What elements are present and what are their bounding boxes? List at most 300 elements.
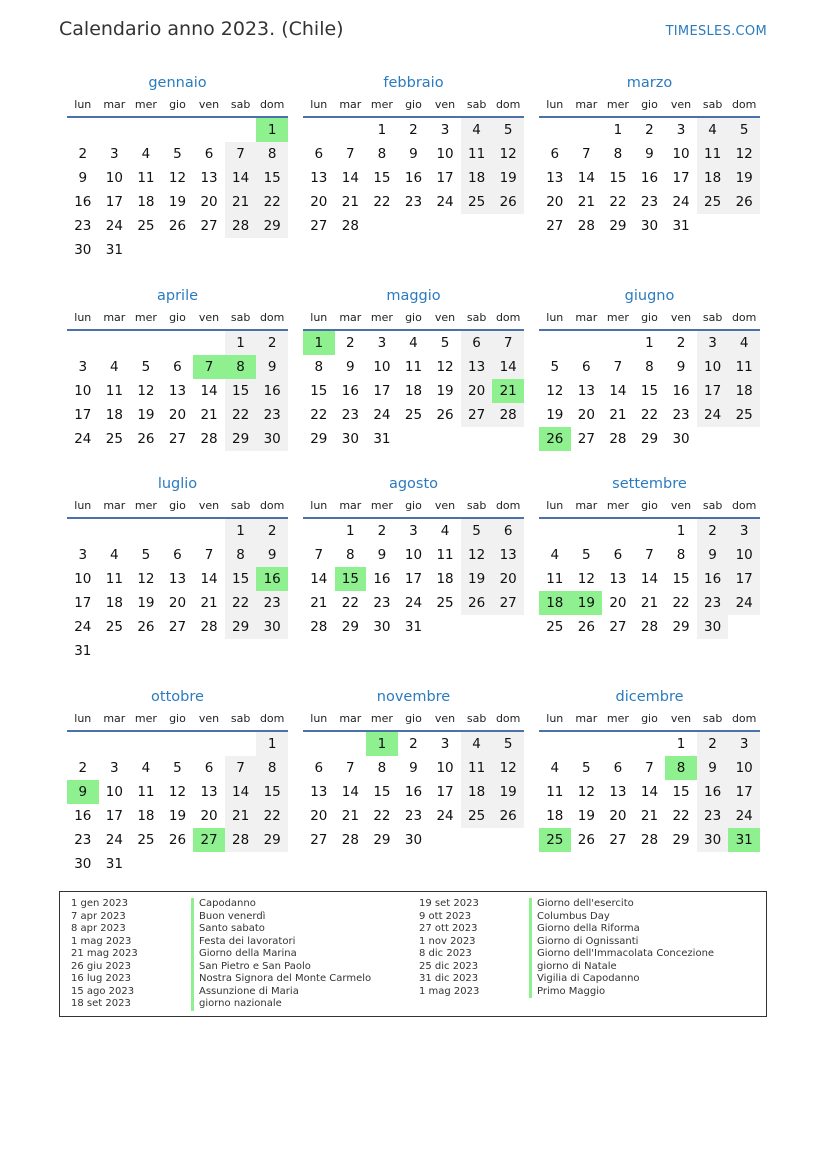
empty-day-cell bbox=[492, 828, 524, 852]
day-cell: 23 bbox=[341, 407, 359, 423]
day-cell: 23 bbox=[640, 194, 659, 210]
weekday-label: ven bbox=[198, 98, 220, 111]
empty-day-cell bbox=[67, 118, 99, 142]
weekday-label: mer bbox=[134, 98, 157, 111]
weekday-label: mer bbox=[370, 311, 393, 324]
weekday-label: mer bbox=[370, 98, 393, 111]
legend-date: 9 ott 2023 bbox=[419, 910, 472, 922]
day-cell: 9 bbox=[346, 359, 355, 375]
holiday-day-cell: 19 bbox=[571, 591, 603, 615]
holiday-day-cell: 8 bbox=[665, 756, 697, 780]
legend-left-bar bbox=[191, 898, 194, 1011]
day-cell: 21 bbox=[341, 194, 359, 210]
day-cell: 4 bbox=[440, 523, 450, 539]
week-row bbox=[539, 331, 760, 355]
day-cell: 25 bbox=[105, 619, 123, 635]
week-row bbox=[303, 732, 524, 756]
month-name: dicembre bbox=[615, 689, 684, 705]
day-cell: 13 bbox=[310, 784, 328, 800]
day-cell: 26 bbox=[436, 407, 454, 423]
weekday-label: mar bbox=[575, 98, 598, 111]
empty-day-cell bbox=[303, 118, 335, 142]
weekday-label: lun bbox=[310, 98, 328, 111]
empty-day-cell bbox=[539, 732, 571, 756]
empty-day-cell bbox=[492, 214, 524, 238]
day-cell: 22 bbox=[672, 808, 690, 824]
day-cell: 12 bbox=[728, 142, 760, 166]
week-row bbox=[539, 142, 760, 166]
week-row bbox=[67, 591, 288, 615]
day-cell: 2 bbox=[676, 335, 686, 351]
day-cell: 18 bbox=[546, 808, 564, 824]
weekday-label: dom bbox=[259, 499, 285, 512]
legend-holiday-name: Giorno dell'Immacolata Concezione bbox=[537, 948, 715, 959]
day-cell: 27 bbox=[546, 218, 564, 234]
day-cell: 18 bbox=[404, 383, 423, 399]
day-cell: 21 bbox=[640, 808, 659, 824]
weekday-label: mar bbox=[339, 712, 362, 725]
week-row bbox=[67, 166, 288, 190]
day-cell: 2 bbox=[256, 519, 288, 543]
day-cell: 20 bbox=[609, 808, 627, 824]
day-cell: 18 bbox=[436, 571, 454, 587]
day-cell: 25 bbox=[461, 804, 493, 828]
day-cell: 23 bbox=[404, 194, 423, 210]
week-row bbox=[303, 804, 524, 828]
weekday-label: mar bbox=[575, 712, 598, 725]
empty-day-cell bbox=[225, 852, 257, 876]
weekday-label: dom bbox=[731, 499, 757, 512]
day-cell: 10 bbox=[672, 146, 690, 162]
weekday-label: gio bbox=[405, 98, 422, 111]
day-cell: 16 bbox=[256, 379, 288, 403]
day-cell: 27 bbox=[609, 832, 627, 848]
month-8 bbox=[539, 473, 760, 639]
weekday-label: mar bbox=[339, 499, 362, 512]
month-0 bbox=[67, 72, 288, 262]
week-row bbox=[303, 780, 524, 804]
weekday-label: gio bbox=[169, 712, 186, 725]
day-cell: 6 bbox=[550, 146, 560, 162]
month-name: maggio bbox=[386, 288, 441, 304]
day-cell: 11 bbox=[546, 571, 564, 587]
legend-right-bar bbox=[529, 898, 532, 998]
empty-day-cell bbox=[67, 732, 99, 756]
week-row bbox=[539, 190, 760, 214]
weekday-label: sab bbox=[230, 98, 251, 111]
day-cell: 9 bbox=[377, 547, 387, 563]
empty-day-cell bbox=[130, 639, 162, 663]
weekday-label: ven bbox=[670, 499, 692, 512]
day-cell: 20 bbox=[168, 595, 187, 611]
weekday-label: ven bbox=[434, 712, 456, 725]
day-cell: 12 bbox=[577, 571, 595, 587]
day-cell: 13 bbox=[168, 383, 187, 399]
day-cell: 18 bbox=[728, 379, 760, 403]
day-cell: 22 bbox=[640, 407, 659, 423]
legend-left-dates bbox=[71, 898, 138, 1011]
day-cell: 12 bbox=[436, 359, 454, 375]
month-6 bbox=[67, 473, 288, 663]
holiday-day-cell: 1 bbox=[303, 331, 335, 355]
empty-day-cell bbox=[539, 331, 571, 355]
day-cell: 11 bbox=[697, 142, 729, 166]
day-cell: 25 bbox=[546, 619, 564, 635]
day-cell: 19 bbox=[577, 808, 595, 824]
weekday-label: ven bbox=[434, 98, 456, 111]
day-cell: 4 bbox=[550, 760, 560, 776]
day-cell: 3 bbox=[440, 122, 450, 138]
day-cell: 1 bbox=[676, 523, 686, 539]
day-cell: 5 bbox=[173, 146, 182, 162]
month-7 bbox=[303, 473, 524, 639]
day-cell: 2 bbox=[697, 519, 729, 543]
weekday-label: sab bbox=[466, 499, 487, 512]
day-cell: 16 bbox=[373, 571, 391, 587]
week-row bbox=[303, 142, 524, 166]
weekday-label: lun bbox=[310, 712, 328, 725]
day-cell: 1 bbox=[225, 331, 257, 355]
legend-holiday-name: giorno di Natale bbox=[537, 960, 617, 972]
weekday-label: mar bbox=[103, 499, 126, 512]
day-cell: 7 bbox=[645, 547, 654, 563]
day-cell: 3 bbox=[440, 736, 450, 752]
weekday-label: sab bbox=[702, 499, 723, 512]
weekday-label: sab bbox=[466, 311, 487, 324]
day-cell: 3 bbox=[78, 359, 88, 375]
day-cell: 29 bbox=[373, 832, 391, 848]
empty-day-cell bbox=[162, 732, 194, 756]
day-cell: 2 bbox=[256, 331, 288, 355]
day-cell: 4 bbox=[409, 335, 418, 351]
empty-day-cell bbox=[602, 732, 634, 756]
day-cell: 31 bbox=[404, 619, 423, 635]
week-row bbox=[539, 427, 760, 451]
day-cell: 31 bbox=[105, 242, 123, 258]
day-cell: 1 bbox=[645, 335, 654, 351]
weekday-header bbox=[539, 94, 760, 118]
weekday-header bbox=[303, 495, 524, 519]
day-cell: 8 bbox=[645, 359, 654, 375]
day-cell: 14 bbox=[609, 383, 627, 399]
day-cell: 24 bbox=[74, 619, 92, 635]
day-cell: 27 bbox=[168, 431, 187, 447]
day-cell: 6 bbox=[582, 359, 591, 375]
weekday-label: sab bbox=[466, 98, 487, 111]
week-row bbox=[67, 543, 288, 567]
day-cell: 10 bbox=[697, 355, 729, 379]
day-cell: 17 bbox=[74, 407, 92, 423]
day-cell: 18 bbox=[105, 595, 123, 611]
holiday-day-cell: 1 bbox=[366, 732, 398, 756]
day-cell: 7 bbox=[613, 359, 623, 375]
day-cell: 17 bbox=[105, 808, 123, 824]
day-cell: 28 bbox=[640, 832, 659, 848]
day-cell: 27 bbox=[577, 431, 595, 447]
day-cell: 17 bbox=[105, 194, 123, 210]
day-cell: 6 bbox=[314, 146, 324, 162]
day-cell: 24 bbox=[672, 194, 690, 210]
week-row bbox=[67, 238, 288, 262]
holiday-day-cell: 25 bbox=[539, 828, 571, 852]
empty-day-cell bbox=[162, 331, 194, 355]
day-cell: 27 bbox=[310, 218, 328, 234]
weekday-label: gio bbox=[641, 311, 658, 324]
day-cell: 21 bbox=[577, 194, 595, 210]
weekday-label: dom bbox=[259, 712, 285, 725]
weekday-header bbox=[303, 307, 524, 331]
empty-day-cell bbox=[130, 238, 162, 262]
day-cell: 21 bbox=[200, 595, 218, 611]
week-row bbox=[539, 780, 760, 804]
day-cell: 6 bbox=[461, 331, 493, 355]
day-cell: 23 bbox=[74, 218, 92, 234]
day-cell: 26 bbox=[168, 218, 187, 234]
day-cell: 18 bbox=[137, 194, 155, 210]
month-2 bbox=[539, 72, 760, 238]
weekday-label: gio bbox=[405, 499, 422, 512]
weekday-label: mar bbox=[575, 499, 598, 512]
day-cell: 16 bbox=[672, 383, 690, 399]
empty-day-cell bbox=[571, 732, 603, 756]
legend-date: 1 mag 2023 bbox=[71, 935, 132, 947]
day-cell: 24 bbox=[404, 595, 423, 611]
empty-day-cell bbox=[492, 427, 524, 451]
month-1 bbox=[303, 72, 524, 238]
day-cell: 18 bbox=[137, 808, 155, 824]
day-cell: 4 bbox=[110, 359, 119, 375]
day-cell: 5 bbox=[440, 335, 450, 351]
day-cell: 19 bbox=[492, 166, 524, 190]
day-cell: 8 bbox=[676, 547, 686, 563]
day-cell: 16 bbox=[74, 194, 92, 210]
legend-date: 26 giu 2023 bbox=[71, 960, 131, 972]
week-row bbox=[539, 567, 760, 591]
day-cell: 14 bbox=[640, 784, 659, 800]
weekday-label: dom bbox=[731, 98, 757, 111]
weekday-label: mar bbox=[339, 311, 362, 324]
legend-date: 27 ott 2023 bbox=[419, 923, 478, 934]
empty-day-cell bbox=[162, 519, 194, 543]
weekday-header bbox=[539, 307, 760, 331]
week-row bbox=[303, 355, 524, 379]
day-cell: 14 bbox=[577, 170, 595, 186]
weekday-label: gio bbox=[641, 712, 658, 725]
day-cell: 18 bbox=[461, 780, 493, 804]
legend-date: 31 dic 2023 bbox=[419, 973, 479, 984]
legend-date: 8 apr 2023 bbox=[71, 923, 126, 934]
day-cell: 12 bbox=[461, 543, 493, 567]
day-cell: 25 bbox=[461, 190, 493, 214]
empty-day-cell bbox=[461, 828, 493, 852]
day-cell: 25 bbox=[105, 431, 123, 447]
day-cell: 1 bbox=[256, 732, 288, 756]
month-name: settembre bbox=[612, 476, 687, 492]
week-row bbox=[67, 852, 288, 876]
day-cell: 29 bbox=[341, 619, 359, 635]
empty-day-cell bbox=[193, 519, 225, 543]
weekday-label: ven bbox=[670, 712, 692, 725]
legend-holiday-name: Giorno dell'esercito bbox=[537, 898, 634, 909]
day-cell: 31 bbox=[672, 218, 690, 234]
day-cell: 1 bbox=[377, 122, 387, 138]
month-10 bbox=[303, 686, 524, 852]
weekday-label: sab bbox=[702, 712, 723, 725]
weekday-label: gio bbox=[405, 712, 422, 725]
day-cell: 19 bbox=[137, 407, 155, 423]
day-cell: 24 bbox=[373, 407, 391, 423]
empty-day-cell bbox=[99, 519, 131, 543]
week-row bbox=[303, 519, 524, 543]
week-row bbox=[303, 214, 524, 238]
day-cell: 29 bbox=[225, 615, 257, 639]
day-cell: 26 bbox=[492, 190, 524, 214]
holiday-day-cell: 9 bbox=[67, 780, 99, 804]
day-cell: 31 bbox=[105, 856, 123, 872]
empty-day-cell bbox=[728, 427, 760, 451]
day-cell: 13 bbox=[200, 784, 218, 800]
weekday-label: mer bbox=[606, 311, 629, 324]
month-name: marzo bbox=[626, 75, 673, 91]
day-cell: 17 bbox=[373, 383, 391, 399]
day-cell: 9 bbox=[409, 760, 418, 776]
weekday-label: dom bbox=[495, 712, 521, 725]
weekday-label: ven bbox=[198, 499, 220, 512]
week-row bbox=[539, 214, 760, 238]
week-row bbox=[539, 519, 760, 543]
day-cell: 12 bbox=[168, 784, 187, 800]
day-cell: 4 bbox=[550, 547, 560, 563]
week-row bbox=[303, 190, 524, 214]
day-cell: 30 bbox=[256, 615, 288, 639]
day-cell: 25 bbox=[404, 407, 423, 423]
week-row bbox=[303, 615, 524, 639]
day-cell: 16 bbox=[341, 383, 359, 399]
empty-day-cell bbox=[335, 732, 367, 756]
legend-holiday-name: Giorno di Ognissanti bbox=[537, 935, 639, 947]
day-cell: 18 bbox=[105, 407, 123, 423]
day-cell: 17 bbox=[697, 379, 729, 403]
day-cell: 15 bbox=[256, 780, 288, 804]
week-row bbox=[303, 118, 524, 142]
brand-link[interactable]: TIMESLES.COM bbox=[665, 24, 767, 39]
week-row bbox=[539, 756, 760, 780]
empty-day-cell bbox=[539, 519, 571, 543]
weekday-label: ven bbox=[670, 311, 692, 324]
day-cell: 10 bbox=[728, 543, 760, 567]
day-cell: 17 bbox=[672, 170, 690, 186]
week-row bbox=[539, 615, 760, 639]
day-cell: 20 bbox=[200, 808, 218, 824]
day-cell: 31 bbox=[74, 643, 92, 659]
day-cell: 29 bbox=[609, 218, 627, 234]
weekday-label: lun bbox=[74, 712, 92, 725]
week-row bbox=[67, 142, 288, 166]
day-cell: 10 bbox=[404, 547, 423, 563]
day-cell: 21 bbox=[225, 804, 257, 828]
day-cell: 28 bbox=[310, 619, 328, 635]
day-cell: 3 bbox=[110, 146, 119, 162]
day-cell: 2 bbox=[409, 122, 418, 138]
day-cell: 5 bbox=[728, 118, 760, 142]
empty-day-cell bbox=[225, 732, 257, 756]
weekday-header bbox=[67, 495, 288, 519]
weekday-label: lun bbox=[546, 311, 564, 324]
day-cell: 28 bbox=[225, 828, 257, 852]
day-cell: 8 bbox=[346, 547, 355, 563]
day-cell: 2 bbox=[346, 335, 355, 351]
day-cell: 30 bbox=[256, 427, 288, 451]
legend-holiday-name: Primo Maggio bbox=[537, 985, 606, 997]
week-row bbox=[303, 403, 524, 427]
day-cell: 20 bbox=[310, 194, 328, 210]
day-cell: 30 bbox=[74, 856, 92, 872]
day-cell: 13 bbox=[492, 543, 524, 567]
day-cell: 16 bbox=[697, 567, 729, 591]
day-cell: 27 bbox=[310, 832, 328, 848]
weekday-header bbox=[303, 708, 524, 732]
day-cell: 22 bbox=[225, 403, 257, 427]
legend-date: 19 set 2023 bbox=[419, 898, 479, 909]
week-row bbox=[67, 118, 288, 142]
day-cell: 5 bbox=[173, 760, 182, 776]
week-row bbox=[303, 427, 524, 451]
empty-day-cell bbox=[130, 118, 162, 142]
empty-day-cell bbox=[602, 331, 634, 355]
day-cell: 14 bbox=[200, 571, 218, 587]
day-cell: 20 bbox=[577, 407, 595, 423]
empty-day-cell bbox=[256, 238, 288, 262]
weekday-header bbox=[539, 708, 760, 732]
day-cell: 9 bbox=[676, 359, 686, 375]
legend-holiday-name: Vigilia di Capodanno bbox=[537, 973, 640, 984]
day-cell: 24 bbox=[436, 808, 454, 824]
day-cell: 27 bbox=[492, 591, 524, 615]
day-cell: 6 bbox=[173, 359, 182, 375]
empty-day-cell bbox=[461, 427, 493, 451]
empty-day-cell bbox=[335, 118, 367, 142]
day-cell: 2 bbox=[377, 523, 387, 539]
empty-day-cell bbox=[398, 427, 430, 451]
empty-day-cell bbox=[193, 331, 225, 355]
day-cell: 26 bbox=[168, 832, 187, 848]
day-cell: 19 bbox=[461, 567, 493, 591]
day-cell: 14 bbox=[492, 355, 524, 379]
day-cell: 26 bbox=[492, 804, 524, 828]
day-cell: 28 bbox=[640, 619, 659, 635]
day-cell: 13 bbox=[609, 784, 627, 800]
day-cell: 3 bbox=[728, 519, 760, 543]
empty-day-cell bbox=[634, 519, 666, 543]
day-cell: 21 bbox=[341, 808, 359, 824]
day-cell: 15 bbox=[672, 571, 690, 587]
day-cell: 2 bbox=[78, 146, 88, 162]
week-row bbox=[303, 331, 524, 355]
weekday-label: sab bbox=[702, 98, 723, 111]
day-cell: 20 bbox=[200, 194, 218, 210]
legend-holiday-name: Assunzione di Maria bbox=[199, 985, 299, 997]
week-row bbox=[67, 780, 288, 804]
day-cell: 12 bbox=[137, 383, 155, 399]
weekday-label: lun bbox=[546, 499, 564, 512]
day-cell: 3 bbox=[110, 760, 119, 776]
day-cell: 12 bbox=[168, 170, 187, 186]
day-cell: 17 bbox=[436, 784, 454, 800]
month-name: aprile bbox=[156, 288, 199, 304]
day-cell: 30 bbox=[672, 431, 690, 447]
day-cell: 4 bbox=[461, 118, 493, 142]
holiday-legend bbox=[59, 891, 767, 1017]
